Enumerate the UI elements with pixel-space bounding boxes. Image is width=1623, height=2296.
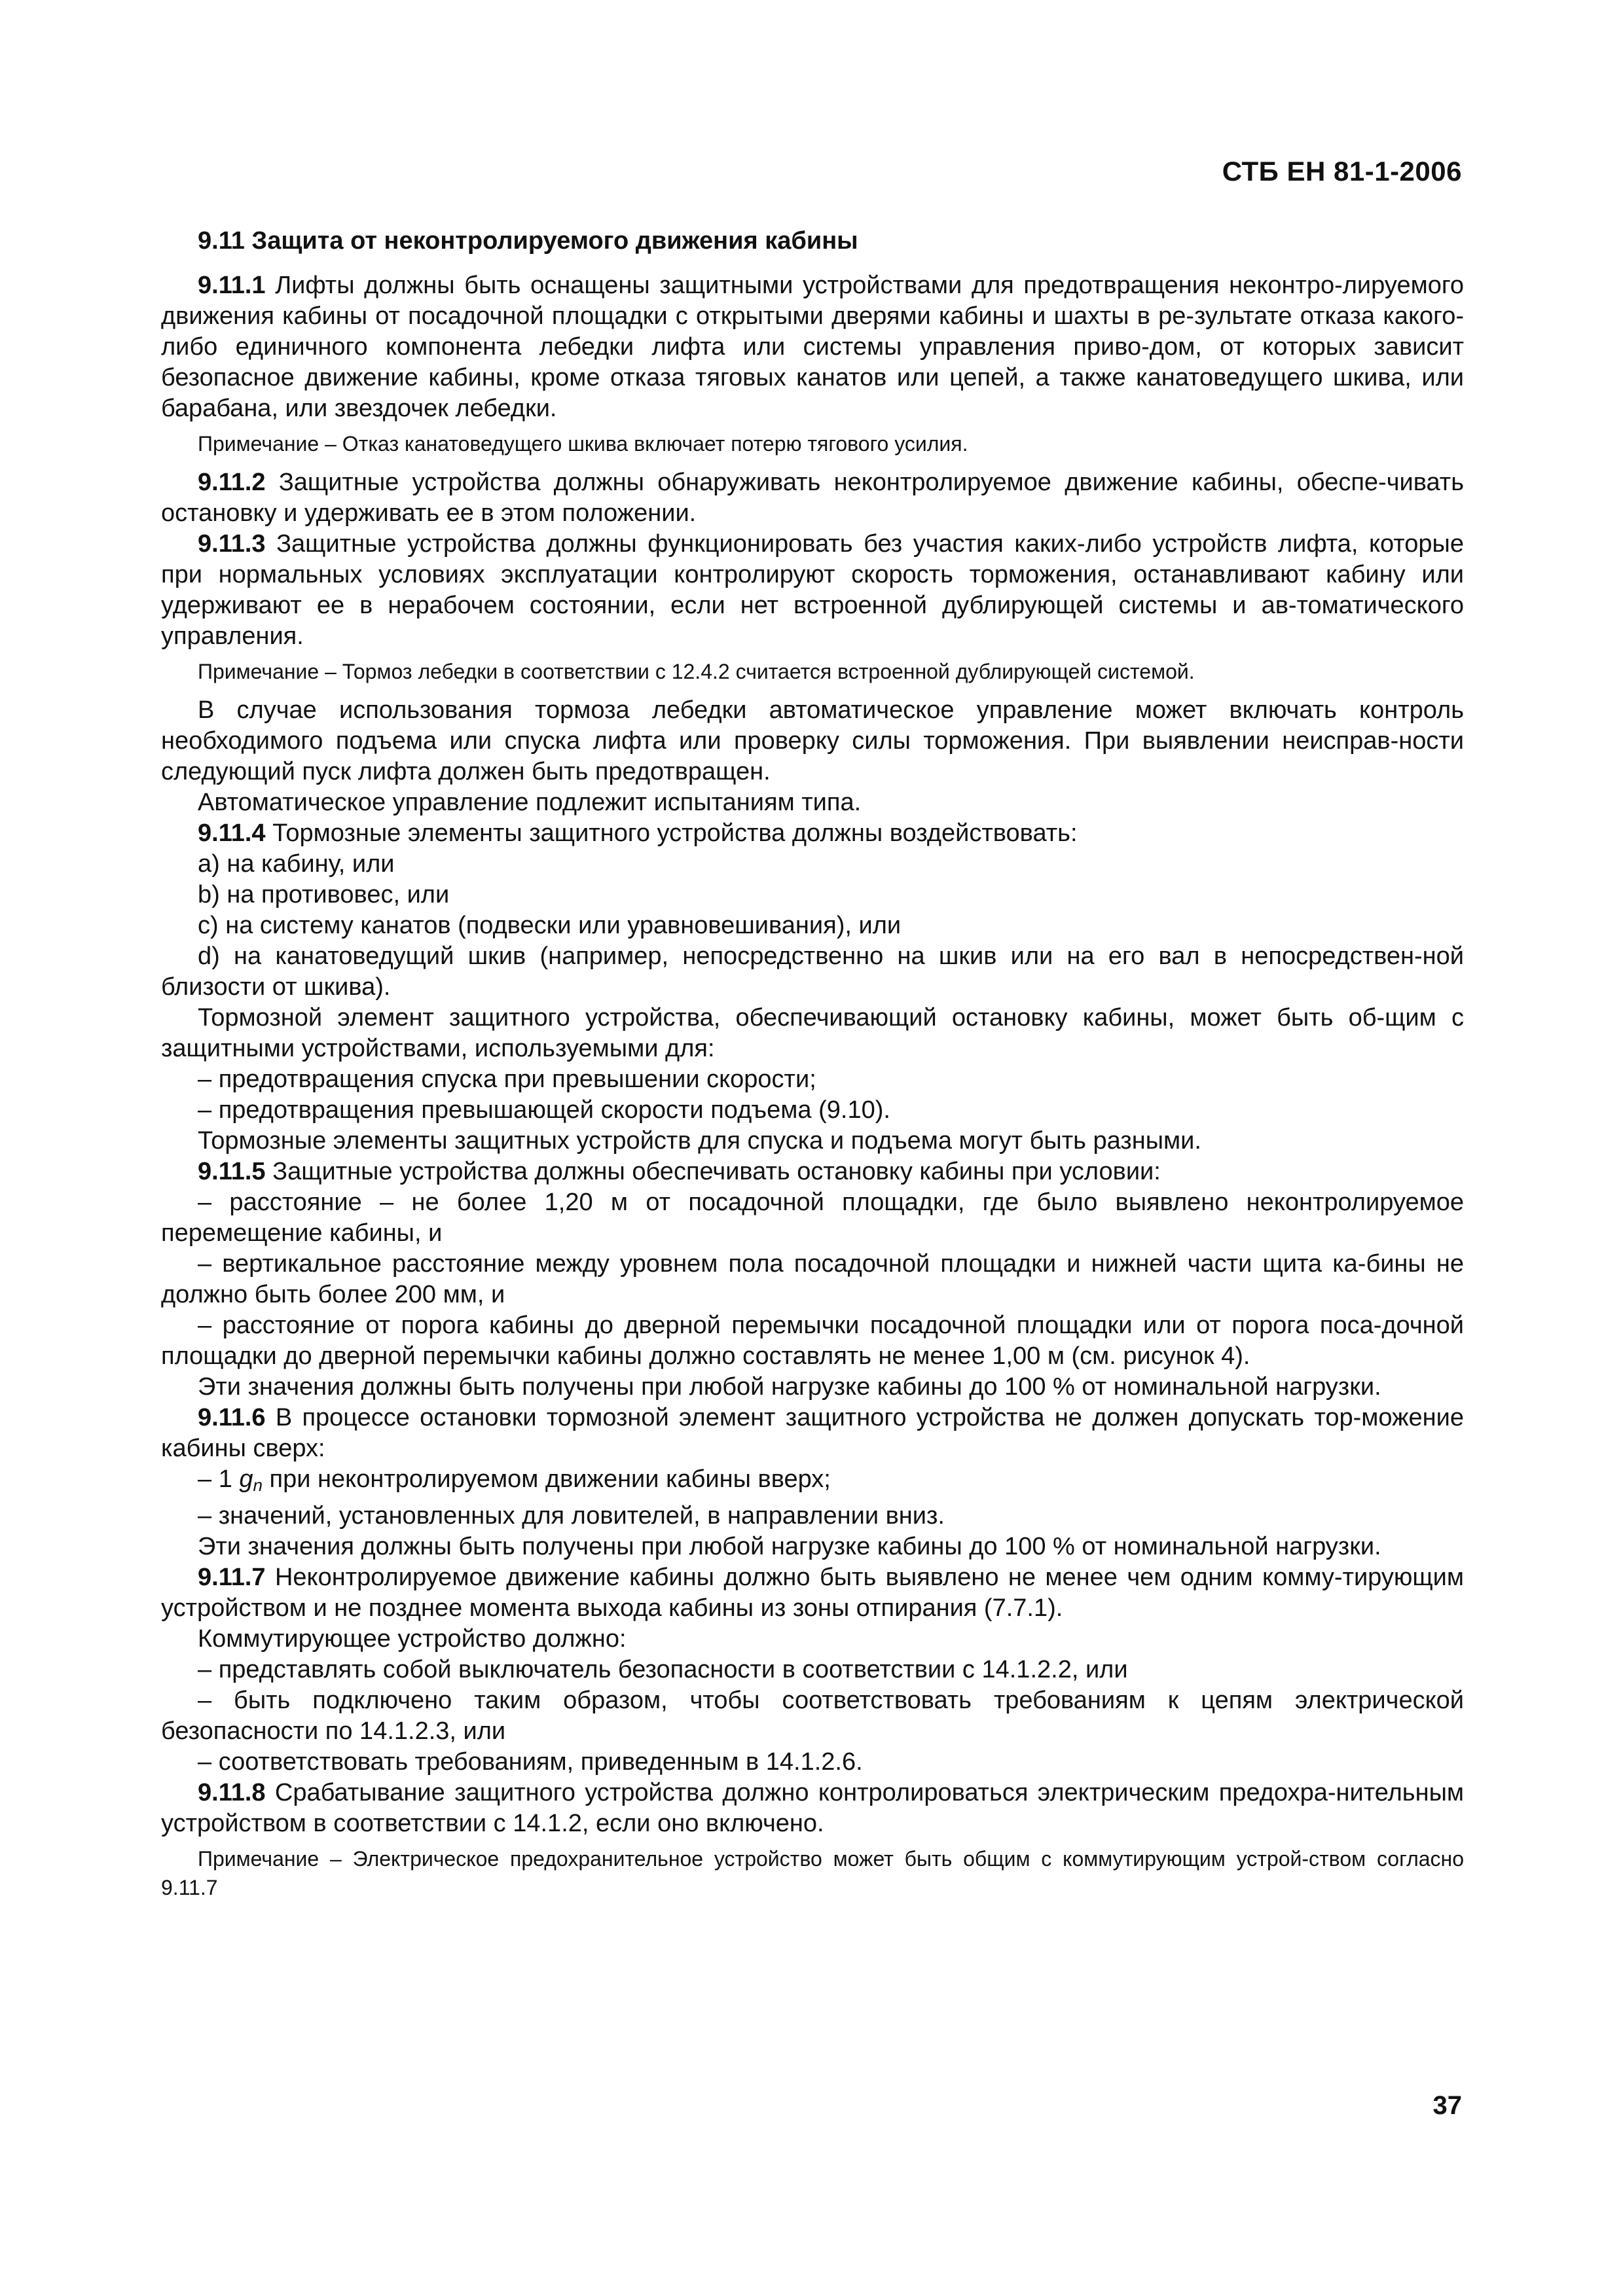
list-item: b) на противовес, или [198,881,450,908]
symbol-g: g [239,1465,253,1493]
paragraph-9-11-8 [161,1778,1464,1839]
clause-number: 9.11.1 [198,272,266,299]
paragraph-text: Срабатывание защитного устройства должно контролироваться электрическим предохра-нительным устройством в соответствии с 14.1.2, если оно включено. [161,1779,1464,1837]
paragraph-9-11-3 [161,529,1464,652]
note: Примечание – Электрическое предохранительное устройство может быть общим с коммутирующим устрой-ством согласно 9.11.7 [161,1847,1464,1899]
list-item [161,1464,1464,1501]
list-item: – расстояние – не более 1,20 м от посадочной площадки, где было выявлено неконтролируемое перемещение кабины, и [161,1189,1464,1247]
page-number: 37 [1432,2091,1462,2120]
list-item: – вертикальное расстояние между уровнем пола посадочной площадки и нижней части щита ка-бины не должно быть более 200 мм, и [161,1250,1464,1308]
paragraph: Эти значения должны быть получены при любой нагрузке кабины до 100 % от номинальной нагрузки. [198,1373,1381,1401]
clause-number: 9.11.3 [198,530,266,558]
paragraph-text: Тормозные элементы защитного устройства должны воздействовать: [265,819,1078,847]
clause-number: 9.11.8 [198,1779,266,1806]
paragraph-9-11-6 [161,1403,1464,1464]
clause-number: 9.11.5 [198,1158,266,1185]
paragraph: Тормозные элементы защитных устройств для спуска и подъема могут быть разными. [198,1127,1201,1155]
list-item: – соответствовать требованиям, приведенным в 14.1.2.6. [198,1748,863,1776]
paragraph: Тормозной элемент защитного устройства, обеспечивающий остановку кабины, может быть об-щим с защитными устройствами, используемыми для: [161,1004,1464,1062]
paragraph-text: Неконтролируемое движение кабины должно быть выявлено не менее чем одним комму-тирующим устройством и не позднее момента выхода кабины из зоны отпирания (7.7.1). [161,1564,1464,1622]
paragraph-text: Защитные устройства должны функционировать без участия каких-либо устройств лифта, которые при нормальных условиях эксплуатации контролируют скорость торможения, останавливают кабину или удерживают ее в нерабочем состоянии, если нет встроенной дублирующей системы и ав-томатического управления. [161,530,1464,650]
list-item: – значений, установленных для ловителей, в направлении вниз. [198,1502,945,1530]
paragraph-text: В процессе остановки тормозной элемент защитного устройства не должен допускать тор-можение кабины сверх: [161,1404,1464,1462]
paragraph-text: Защитные устройства должны обеспечивать остановку кабины при условии: [265,1158,1161,1185]
paragraph-9-11-5 [161,1157,1464,1187]
paragraph: В случае использования тормоза лебедки автоматическое управление может включать контроль необходимого подъема или спуска лифта или проверку силы торможения. При выявлении неисправ-ности следующий пуск лифта должен быть предотвращен. [161,696,1464,785]
paragraph-text: при неконтролируемом движении кабины вверх; [263,1465,831,1493]
clause-number: 9.11.4 [198,819,266,847]
list-item: c) на систему канатов (подвески или уравновешивания), или [198,912,902,939]
clause-number: 9.11.2 [198,469,266,496]
paragraph-9-11-1 [161,270,1464,424]
paragraph-9-11-4 [161,818,1464,849]
list-item: – расстояние от порога кабины до дверной перемычки посадочной площадки или от порога поса-дочной площадки до дверной перемычки кабины должно составлять не менее 1,00 м (см. рисунок 4). [161,1312,1464,1370]
list-prefix: – 1 [198,1465,240,1493]
page-content [161,226,1464,1911]
list-item: – предотвращения превышающей скорости подъема (9.10). [198,1096,890,1124]
clause-number: 9.11.7 [198,1564,266,1591]
symbol-subscript: n [253,1475,263,1495]
list-item: a) на кабину, или [198,850,395,878]
list-item: – предотвращения спуска при превышении скорости; [198,1066,816,1093]
paragraph-text: Лифты должны быть оснащены защитными устройствами для предотвращения неконтро-лируемого движения кабины от посадочной площадки с открытыми дверями кабины и шахты в ре-зультате отказа какого-либо единичного компонента лебедки лифта или системы управления приво-дом, от которых зависит безопасное движение кабины, кроме отказа тяговых канатов или цепей, а также канатоведущего шкива, или барабана, или звездочек лебедки. [161,272,1464,422]
paragraph: Автоматическое управление подлежит испытаниям типа. [198,789,862,816]
document-code: СТБ ЕН 81-1-2006 [1222,156,1462,187]
paragraph: Коммутирующее устройство должно: [198,1625,627,1653]
section-title: 9.11 Защита от неконтролируемого движения кабины [198,227,858,255]
paragraph-9-11-2 [161,467,1464,529]
paragraph-9-11-7 [161,1562,1464,1624]
list-item: – быть подключено таким образом, чтобы соответствовать требованиям к цепям электрической безопасности по 14.1.2.3, или [161,1687,1464,1745]
note: Примечание – Отказ канатоведущего шкива включает потерю тягового усилия. [198,432,968,456]
list-item: d) на канатоведущий шкив (например, непосредственно на шкив или на его вал в непосредствен-ной близости от шкива). [161,942,1464,1001]
paragraph: Эти значения должны быть получены при любой нагрузке кабины до 100 % от номинальной нагрузки. [198,1533,1381,1560]
list-item: – представлять собой выключатель безопасности в соответствии с 14.1.2.2, или [198,1656,1128,1683]
paragraph-text: Защитные устройства должны обнаруживать неконтролируемое движение кабины, обеспе-чивать остановку и удерживать ее в этом положении. [161,469,1464,527]
clause-number: 9.11.6 [198,1404,266,1431]
note: Примечание – Тормоз лебедки в соответствии с 12.4.2 считается встроенной дублирующей системой. [198,660,1195,683]
